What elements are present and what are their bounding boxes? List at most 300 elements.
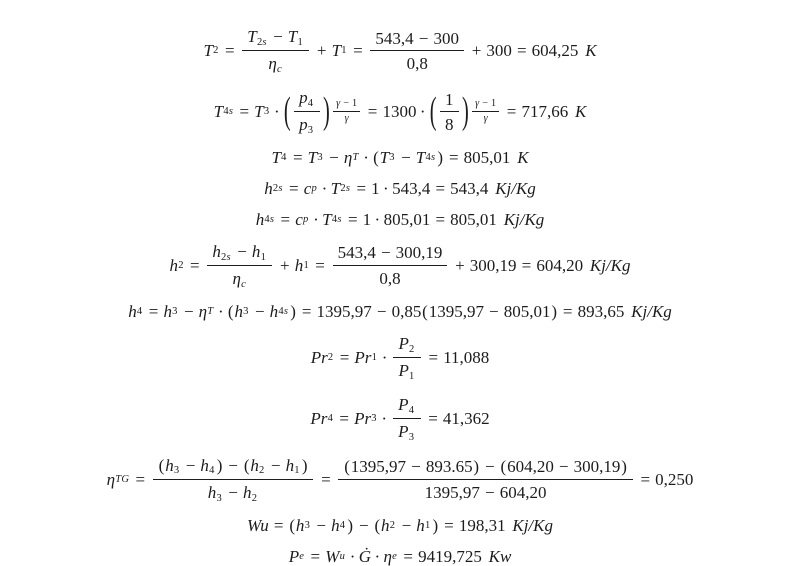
math-variable: T [379,147,390,167]
math-subscript [264,214,274,225]
math-unit: Kj/Kg [503,209,545,229]
math-operator: · [374,546,381,566]
math-operator: − [482,97,488,109]
math-operator: − [489,301,499,321]
math-number: 198,31 [458,515,506,535]
math-number: 893,65 [577,301,625,321]
math-fraction [242,26,309,76]
math-variable: T [254,101,264,121]
math-operator: · [374,209,381,229]
math-operator: − [485,483,495,503]
math-subscript-char: 2 [409,343,415,355]
math-subscript-char: 1 [297,36,303,48]
math-subscript [311,183,316,194]
math-operator: = [562,301,573,321]
math-subscript [340,183,350,194]
math-number: 0,85 [391,301,422,321]
math-operator: = [428,347,439,367]
math-operator: = [428,408,438,428]
math-number: 300 [433,28,459,48]
math-subscript [303,260,308,271]
math-variable: Pr [354,347,372,367]
math-number: 805,01 [503,301,551,321]
math-subscript-char: p [311,183,317,195]
fraction-numerator [333,242,448,266]
equation-line-11 [0,516,800,536]
math-subscript [294,465,299,476]
math-number: 1 [490,97,497,109]
fraction-numerator [393,333,421,358]
math-subscript-char: T [115,474,122,486]
math-variable: P [398,361,409,381]
math-operator: = [339,347,350,367]
math-operator: = [224,40,235,60]
math-subscript-char: 3 [408,431,415,443]
math-variable: p [299,115,308,135]
math-operator: · [321,178,328,198]
math-subscript [317,152,322,163]
math-variable: p [299,87,308,107]
math-subscript-char: 2 [178,260,184,272]
math-operator: + [316,40,327,60]
math-operator: = [315,255,325,275]
fraction-denominator [203,480,264,504]
math-subscript [425,152,435,163]
math-number: 543,4 [450,178,489,198]
math-big-paren: ( [283,91,291,132]
math-variable: h [381,515,390,535]
math-subscript [409,405,414,416]
math-operator: = [239,101,250,121]
math-number: 604,20 [536,255,584,275]
math-variable: P [398,333,409,353]
math-subscript-char: G [121,474,130,486]
math-operator: = [339,408,349,428]
math-subscript [264,106,269,117]
math-number: 1 [444,89,454,109]
math-paren: ) [301,455,308,475]
math-variable: h [163,301,172,321]
math-operator: = [367,101,378,121]
math-operator: − [380,243,391,263]
math-operator: · [383,178,389,198]
math-big-paren: ) [322,91,330,132]
fraction-numerator [338,456,632,480]
math-variable: h [295,515,305,535]
fraction-denominator [393,419,421,443]
math-operator: = [190,255,200,275]
math-unit: Kj/Kg [589,255,631,275]
math-variable: Pr [310,347,328,367]
math-subscript-char: 4 [278,306,284,318]
math-number: 0,8 [406,54,428,74]
math-variable: η [232,269,241,289]
math-fraction [207,241,272,291]
math-subscript-char: 4 [327,413,334,425]
math-variable: h [251,241,261,261]
math-subscript [223,106,233,117]
fraction-numerator [153,455,314,480]
math-operator: − [254,301,265,321]
math-operator: = [506,101,517,121]
math-operator: · [218,301,224,321]
math-operator: = [135,469,146,489]
math-number: 1395,97 [350,457,407,477]
math-variable: T [271,147,281,167]
math-subscript-char: 4 [209,465,215,477]
math-variable: T [203,40,213,60]
math-subscript-char: 2 [221,251,227,263]
math-big-paren: ( [429,91,437,132]
math-subscript [340,520,345,531]
math-operator: − [418,28,429,48]
math-variable: h [285,455,295,475]
math-operator: · [363,147,369,167]
fraction-numerator [333,98,360,113]
math-unit: K [574,101,587,121]
math-subscript-char: s [345,183,351,195]
math-subscript-char: 3 [172,306,178,318]
math-fraction [338,456,632,503]
math-operator: − [329,147,339,167]
math-subscript-char: c [241,278,246,290]
math-variable: T [247,27,257,46]
fraction-numerator [370,28,464,52]
math-paren: ) [347,515,354,535]
fraction-denominator [263,51,288,75]
math-number: 805,01 [463,147,511,167]
math-subscript [299,551,304,562]
math-subscript-char: 2 [389,520,396,532]
math-subscript [172,306,177,317]
equation-line-10 [0,455,800,505]
math-variable: γ [483,113,488,125]
math-operator: + [455,255,465,275]
equation-line-7 [0,302,800,322]
math-paren: ( [227,301,234,321]
math-variable: η [383,546,392,566]
math-operator: · [419,101,426,121]
math-subscript-char: 3 [263,106,270,118]
fraction-numerator [393,394,421,419]
math-number: 300 [486,40,512,60]
math-exponent [471,98,501,127]
math-fraction [153,455,314,505]
math-number: 0,250 [655,469,694,489]
math-operator: − [185,455,196,475]
math-operator: · [349,546,356,566]
fraction-numerator [242,26,309,51]
math-variable: T [213,101,224,121]
math-variable: h [234,301,243,321]
math-operator: = [448,147,459,167]
math-operator: · [313,209,319,229]
math-number: 805,01 [450,209,497,229]
math-fraction [333,242,448,289]
math-paren: ) [437,147,444,167]
math-subscript-char: 2 [213,45,219,57]
math-operator: · [381,347,388,367]
math-number: 604,20 [507,457,554,477]
math-operator: = [301,301,312,321]
math-operator: = [521,255,532,275]
math-number: 1395,97 [424,483,480,503]
math-subscript-char: p [302,214,309,226]
math-subscript [390,520,395,531]
math-number: 604,25 [531,40,579,60]
math-operator: = [347,209,358,229]
math-paren: ) [432,515,439,535]
math-variable: h [250,455,259,475]
math-number: 1395,97 [428,301,484,321]
math-subscript [259,465,264,476]
fraction-denominator [227,266,252,290]
math-operator: − [485,457,495,477]
math-number: 41,362 [442,408,490,428]
math-fraction [440,89,459,136]
math-operator: + [471,40,482,60]
math-subscript [216,493,221,504]
fraction-denominator [342,112,352,126]
math-subscript-char: s [226,251,231,263]
math-operator: = [435,209,446,229]
math-fraction [294,87,320,137]
math-subscript [392,551,397,562]
math-fraction [393,333,421,383]
math-big-paren: ) [461,91,469,132]
math-subscript [303,214,308,225]
math-operator: = [310,546,321,566]
fraction-denominator [440,112,459,135]
math-subscript [340,551,345,562]
math-number: 604,20 [499,483,547,503]
math-paren: ( [289,515,296,535]
equation-line-3 [0,148,800,168]
math-subscript-char: 4 [223,106,229,118]
math-subscript [213,45,218,56]
math-variable: h [128,301,137,321]
math-subscript-char: 3 [389,152,395,164]
math-subscript-char: 2 [272,183,279,195]
math-subscript-char: 1 [260,251,267,263]
math-subscript [308,98,313,109]
math-subscript [277,64,282,75]
math-operator: = [444,515,454,535]
math-operator: − [228,455,238,475]
math-operator: = [280,209,291,229]
math-number: 1395,97 [316,301,372,321]
math-subscript [328,352,333,363]
math-paren: ( [422,301,428,321]
math-subscript-char: 1 [409,370,415,382]
math-subscript [273,183,283,194]
math-unit: Kj/Kg [512,515,553,535]
math-variable: c [303,178,312,198]
fraction-denominator [401,51,432,74]
math-operator: − [411,457,421,477]
equation-line-2 [0,87,800,137]
math-variable: W [325,546,340,566]
math-variable: h [294,255,304,275]
math-subscript [241,279,246,290]
math-variable: h [416,515,425,535]
math-operator: − [316,515,326,535]
math-subscript [409,371,414,382]
math-variable: h [165,455,174,475]
math-variable: Wu [247,515,269,535]
math-unit: Kj/Kg [495,178,536,198]
math-subscript [278,306,288,317]
math-paren: ( [158,455,165,475]
math-subscript-char: 4 [408,404,415,416]
math-subscript-char: 3 [304,520,311,532]
math-operator: − [273,27,283,46]
math-operator: = [640,469,651,489]
math-subscript-char: 2 [259,465,265,477]
math-subscript-char: 1 [303,260,309,272]
math-operator: − [558,457,569,477]
math-variable: T [330,178,341,198]
fraction-numerator [207,241,272,266]
math-variable: T [415,147,426,167]
math-variable: c [295,209,303,229]
fraction-numerator [294,87,320,112]
math-number: 0,8 [379,269,401,289]
math-subscript [328,413,333,424]
math-paren: ) [473,457,480,477]
math-subscript [207,306,213,317]
math-operator: · [381,408,388,428]
math-unit: K [517,147,529,167]
math-unit: K [585,40,597,60]
math-variable: η [343,147,353,167]
math-operator: + [280,255,290,275]
math-operator: − [376,301,387,321]
math-number: 11,088 [443,347,490,367]
math-subscript-char: 3 [243,306,249,318]
math-variable: h [331,515,340,535]
math-subscript-char: T [207,306,214,318]
math-subscript [371,413,376,424]
math-operator: − [228,483,238,503]
math-subscript-char: 3 [317,152,323,164]
math-variable: P [398,422,409,442]
math-paren: ) [621,457,627,477]
math-variable: h [242,483,252,503]
math-number: 1 [362,209,372,229]
math-variable: Pr [310,408,328,428]
math-paren: ( [344,457,350,477]
math-subscript-char: s [283,306,289,318]
fraction-denominator [481,112,491,126]
math-subscript [372,352,377,363]
math-operator: − [401,147,411,167]
math-subscript [409,432,414,443]
math-subscript-char: 3 [173,465,180,477]
math-subscript-char: s [278,183,283,195]
equations [0,26,800,566]
math-variable: h [169,255,178,275]
math-number: 300,19 [395,243,443,263]
math-number: 717,66 [521,101,569,121]
math-operator: = [148,301,159,321]
math-number: 1300 [382,101,417,121]
math-unit: Kj/Kg [631,301,672,321]
math-subscript-char: 2 [251,492,258,504]
math-operator: = [289,178,299,198]
math-subscript [297,37,302,48]
equation-line-5 [0,210,800,230]
math-subscript-char: 3 [307,124,314,136]
math-subscript [305,520,310,531]
math-subscript-char: s [228,106,234,118]
fraction-denominator [294,112,320,136]
math-variable: h [207,483,217,503]
math-subscript-char: 1 [424,520,431,532]
equation-line-8 [0,333,800,383]
math-number: 543,4 [392,178,431,198]
fraction-numerator [472,98,499,113]
math-paren: ) [551,301,557,321]
math-subscript-char: c [276,63,282,75]
math-subscript [178,260,183,271]
math-variable: h [264,178,273,198]
math-subscript [257,37,267,48]
math-variable: h [255,209,265,229]
math-subscript [409,344,414,355]
math-subscript-char: 1 [294,465,300,477]
math-number: 1 [371,178,380,198]
math-variable: γ [336,97,341,109]
math-variable: T [287,27,298,46]
math-subscript-char: s [262,36,267,48]
math-number: 9419,725 [418,546,482,566]
math-operator: = [435,178,446,198]
math-subscript-char: s [430,152,436,164]
math-operator: − [358,515,369,535]
math-variable: Ġ [358,546,372,566]
math-variable: T [307,147,318,167]
math-number: 893.65 [425,457,473,477]
math-number: 300,19 [573,457,621,477]
math-number: 300,19 [469,255,517,275]
math-variable: T [322,209,332,229]
math-subscript-char: 1 [341,45,347,57]
math-operator: − [401,515,412,535]
math-variable: h [269,301,279,321]
math-number: 1 [352,97,358,109]
math-subscript-char: 2 [256,36,263,48]
math-variable: h [200,455,209,475]
math-subscript [281,152,286,163]
math-paren: ( [373,147,379,167]
math-subscript-char: 3 [216,492,222,504]
math-operator: = [516,40,527,60]
math-subscript-char: 3 [371,413,377,425]
math-subscript-char: 4 [136,306,143,318]
math-operator: = [321,469,331,489]
math-number: 8 [444,115,454,135]
math-variable: η [198,301,208,321]
math-subscript [115,474,129,485]
math-paren: ( [243,455,250,475]
equation-line-12 [0,547,800,566]
math-fraction [393,394,421,444]
math-operator: · [273,101,280,121]
math-fraction [333,98,360,127]
math-subscript-char: 1 [371,352,378,364]
math-paren: ( [374,515,381,535]
